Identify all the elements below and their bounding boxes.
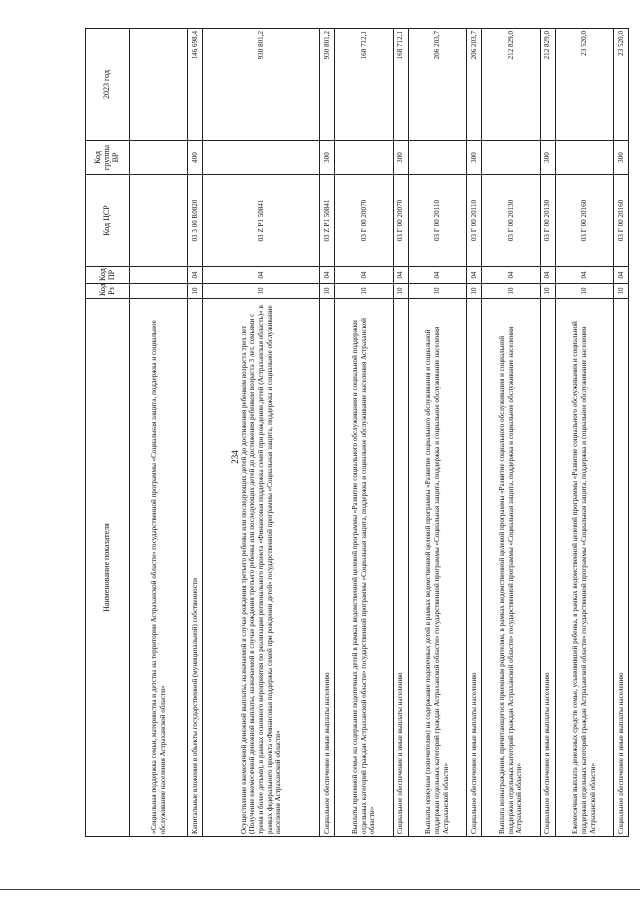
header-year: 2023 год xyxy=(86,29,130,141)
page-bottom-line xyxy=(0,889,640,890)
row-csr-cell: 03 Г 00 20160 xyxy=(614,175,629,267)
row-vr-cell xyxy=(335,141,393,175)
row-vr-cell: 400 xyxy=(188,141,203,175)
row-pr-cell: 04 xyxy=(335,267,393,284)
row-name-cell: Выплаты приемной семье на содержание подопечных детей в рамках ведомственной целевой программы «Развитие социального обслуживания и социальной поддержки отдельных категорий граждан Астраханской области» государственной программы «Социальная защита, поддержка и социальное обслуживание населения Астраханской области» xyxy=(335,299,393,837)
row-vr-cell xyxy=(203,141,320,175)
row-pr-cell: 04 xyxy=(393,267,408,284)
table-row xyxy=(130,29,188,837)
row-pr-cell: 04 xyxy=(320,267,335,284)
row-sum-cell: 23 520,0 xyxy=(555,29,613,141)
row-name-cell: Социальное обеспечение и иные выплаты населению xyxy=(320,299,335,837)
row-pr-cell: 04 xyxy=(614,267,629,284)
table-row xyxy=(467,29,482,837)
table-row xyxy=(320,29,335,837)
row-pr-cell: 04 xyxy=(408,267,466,284)
row-sum-cell: 206 203,7 xyxy=(408,29,466,141)
row-pr-cell: 04 xyxy=(482,267,540,284)
row-csr-cell: 03 3 00 R0820 xyxy=(188,175,203,267)
row-csr-cell: 03 Z P1 50841 xyxy=(320,175,335,267)
row-vr-cell xyxy=(130,141,188,175)
row-vr-cell: 300 xyxy=(320,141,335,175)
row-pr-cell: 04 xyxy=(467,267,482,284)
row-rz-cell: 10 xyxy=(482,284,540,299)
row-csr-cell: 03 Г 00 20070 xyxy=(393,175,408,267)
page-number: 234 xyxy=(229,450,240,464)
table-row xyxy=(335,29,393,837)
row-pr-cell: 04 xyxy=(555,267,613,284)
row-sum-cell: 206 203,7 xyxy=(467,29,482,141)
row-csr-cell: 03 Г 00 20110 xyxy=(467,175,482,267)
row-csr-cell: 03 Г 00 20130 xyxy=(540,175,555,267)
row-vr-cell xyxy=(555,141,613,175)
table-row xyxy=(203,29,320,837)
table-header-row xyxy=(86,29,130,837)
row-pr-cell: 04 xyxy=(188,267,203,284)
header-csr: Код ЦСР xyxy=(86,175,130,267)
row-name-cell: «Социальная поддержка семьи, материнства и детства на территории Астраханской области» государственной программы «Социальная защита, поддержка и социальное обслуживание населения Астраханской области» xyxy=(130,299,188,837)
row-rz-cell: 10 xyxy=(188,284,203,299)
table-row xyxy=(482,29,540,837)
table-row xyxy=(188,29,203,837)
row-name-cell: Социальное обеспечение и иные выплаты населению xyxy=(467,299,482,837)
table-row xyxy=(614,29,629,837)
row-name-cell: Ежемесячная выплата денежных средств семье, усыновившей ребенка, в рамках ведомственной целевой программы «Развитие социального обслуживания и социальной поддержки отдельных категорий граждан Астраханской области» государственной программы «Социальная защита, поддержка и социальное обслуживание населения Астраханской области» xyxy=(555,299,613,837)
row-vr-cell: 300 xyxy=(467,141,482,175)
row-rz-cell: 10 xyxy=(335,284,393,299)
row-name-cell: Осуществление ежемесячной денежной выплаты, назначаемой в случае рождения третьего ребенка или последующих детей до достижения ребенком возраста трех лет (Получение ежемесячной денежной выплаты, назначаемой в случае рождения третьего ребенка или последующих детей до достижения ребенком возраста 3 лет, семьями с тремя и более детьми), в рамках основного мероприятия по реализации регионального проекта «Финансовая поддержка семей при рождении детей (Астраханская область)» в рамках федерального проекта «Финансовая поддержка семей при рождении детей» государственной программы «Социальная защита, поддержка и социальное обслуживание населения Астраханской области» xyxy=(203,299,320,837)
row-csr-cell: 03 Г 00 20160 xyxy=(555,175,613,267)
row-vr-cell xyxy=(408,141,466,175)
row-name-cell: Выплаты опекунам (попечителям) на содержание подопечных детей в рамках ведомственной целевой программы «Развитие социального обслуживания и социальной поддержки отдельных категорий граждан Астраханской области» государственной программы «Социальная защита, поддержка и социальное обслуживание населения Астраханской области» xyxy=(408,299,466,837)
row-rz-cell: 10 xyxy=(408,284,466,299)
row-rz-cell: 10 xyxy=(393,284,408,299)
row-sum-cell: 146 698,4 xyxy=(188,29,203,141)
row-vr-cell: 300 xyxy=(393,141,408,175)
row-rz-cell: 10 xyxy=(555,284,613,299)
row-csr-cell: 03 Г 00 20130 xyxy=(482,175,540,267)
row-name-cell: Социальное обеспечение и иные выплаты населению xyxy=(393,299,408,837)
row-pr-cell: 04 xyxy=(203,267,320,284)
header-rz: Код Рз xyxy=(86,284,130,299)
budget-table xyxy=(85,28,629,837)
table-body xyxy=(130,29,629,837)
table-row xyxy=(540,29,555,837)
row-csr-cell: 03 Г 00 20070 xyxy=(335,175,393,267)
row-name-cell: Социальное обеспечение и иные выплаты населению xyxy=(540,299,555,837)
table-row xyxy=(555,29,613,837)
row-sum-cell: 930 801,2 xyxy=(203,29,320,141)
row-sum-cell: 930 801,2 xyxy=(320,29,335,141)
row-csr-cell xyxy=(130,175,188,267)
row-sum-cell: 212 829,0 xyxy=(540,29,555,141)
row-rz-cell: 10 xyxy=(320,284,335,299)
table-row xyxy=(408,29,466,837)
row-name-cell: Социальное обеспечение и иные выплаты населению xyxy=(614,299,629,837)
row-rz-cell: 10 xyxy=(614,284,629,299)
row-sum-cell: 168 712,1 xyxy=(393,29,408,141)
row-sum-cell: 212 829,0 xyxy=(482,29,540,141)
row-rz-cell: 10 xyxy=(467,284,482,299)
row-csr-cell: 03 Z P1 50841 xyxy=(203,175,320,267)
row-name-cell: Капитальные вложения в объекты государственной (муниципальной) собственности xyxy=(188,299,203,837)
row-name-cell: Выплата вознаграждения, причитающегося приемным родителям, в рамках ведомственной целевой программы «Развитие социального обслуживания и социальной поддержки отдельных категорий граждан Астраханской области» государственной программы «Социальная защита, поддержка и социальное обслуживание населения Астраханской области» xyxy=(482,299,540,837)
header-name: Наименование показателя xyxy=(86,299,130,837)
row-vr-cell xyxy=(482,141,540,175)
row-rz-cell: 10 xyxy=(540,284,555,299)
row-sum-cell xyxy=(130,29,188,141)
row-vr-cell: 300 xyxy=(614,141,629,175)
rotated-table-wrapper xyxy=(85,29,629,837)
header-pr: Код ПР xyxy=(86,267,130,284)
row-rz-cell: 10 xyxy=(203,284,320,299)
header-vr: Код группы ВР xyxy=(86,141,130,175)
row-pr-cell: 04 xyxy=(540,267,555,284)
row-csr-cell: 03 Г 00 20110 xyxy=(408,175,466,267)
row-sum-cell: 168 712,1 xyxy=(335,29,393,141)
row-sum-cell: 23 520,0 xyxy=(614,29,629,141)
row-vr-cell: 300 xyxy=(540,141,555,175)
row-rz-cell xyxy=(130,284,188,299)
table-row xyxy=(393,29,408,837)
row-pr-cell xyxy=(130,267,188,284)
